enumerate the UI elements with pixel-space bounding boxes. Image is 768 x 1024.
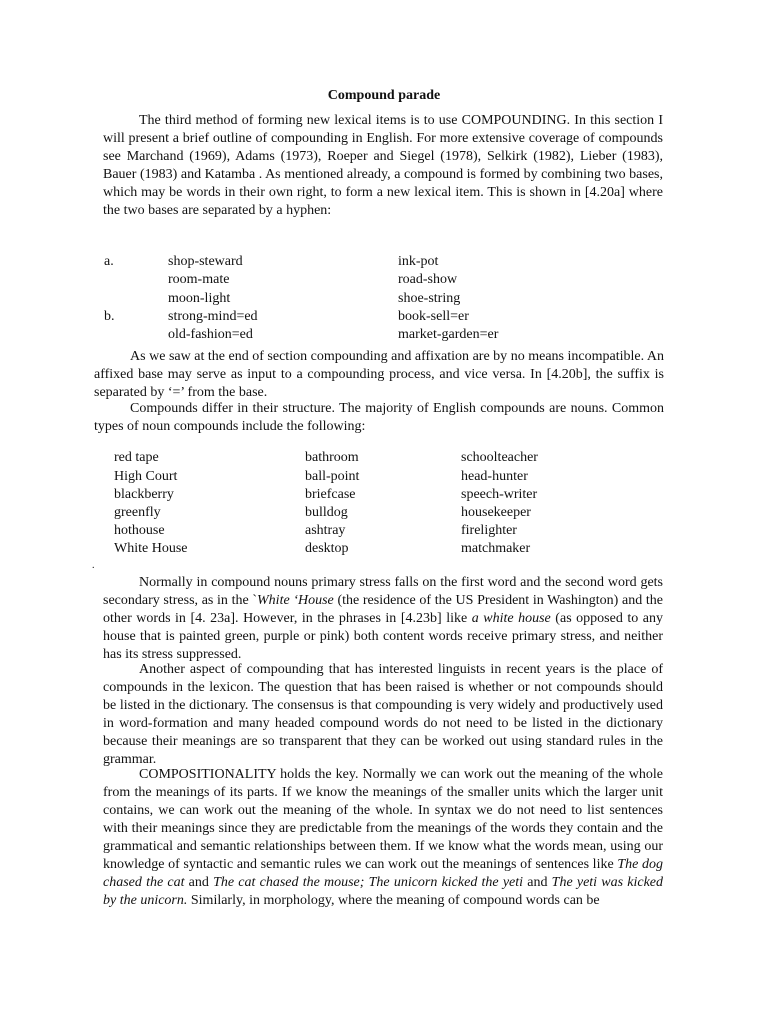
compound-word: greenfly: [114, 505, 161, 520]
example-word: room-mate: [168, 272, 230, 287]
italic-example: The dog chased the cat: [103, 857, 663, 890]
paragraph-stress: [103, 574, 663, 664]
page-title: Compound parade: [327, 88, 441, 103]
compound-word: bathroom: [305, 450, 359, 465]
example-word: book-sell=er: [398, 309, 469, 324]
example-label: a.: [104, 254, 114, 269]
example-word: shop-steward: [168, 254, 243, 269]
example-word: moon-light: [168, 291, 231, 306]
compound-word: briefcase: [305, 487, 356, 502]
text-run: Normally in compound nouns primary stress falls on the first word and the second word gets secondary stress, as in the `: [103, 575, 663, 608]
compound-word: housekeeper: [461, 505, 531, 520]
compound-word: hothouse: [114, 523, 165, 538]
example-word: old-fashion=ed: [168, 327, 253, 342]
compound-word: head-hunter: [461, 469, 528, 484]
italic-example: White ‘House: [257, 593, 334, 608]
text-run: (as opposed to any house that is painted green, purple or pink) both content words receive primary stress, and neither has its stress suppressed.: [103, 611, 663, 662]
text-run: and: [184, 875, 214, 890]
example-word: shoe-string: [398, 291, 461, 306]
example-word: road-show: [398, 272, 458, 287]
example-label: b.: [104, 309, 115, 324]
paragraph-lexicon: Another aspect of compounding that has interested linguists in recent years is the place of compounds in the lexicon. The question that has been raised is whether or not compounds should be listed in the dictionary. The consensus is that compounding is very widely and productively used in word-formation and many headed compound words do not need to be listed in the dictionary because their meanings are so transparent that they can be worked out using standard rules in the grammar.: [103, 662, 663, 767]
paragraph-structure: Compounds differ in their structure. The majority of English compounds are nouns. Common types of noun compounds include the following:: [94, 401, 664, 434]
example-word: strong-mind=ed: [168, 309, 258, 324]
example-word: ink-pot: [398, 254, 439, 269]
compound-word: High Court: [114, 469, 178, 484]
compound-word: schoolteacher: [461, 450, 538, 465]
compound-word: ashtray: [305, 523, 346, 538]
compound-word: bulldog: [305, 505, 348, 520]
paragraph-compositionality: [103, 766, 663, 910]
italic-example: The yeti was kicked by the unicorn.: [103, 875, 663, 908]
stray-mark: .: [92, 560, 95, 571]
text-run: and: [523, 875, 552, 890]
paragraph-affixation: As we saw at the end of section compounding and affixation are by no means incompatible. An affixed base may serve as input to a compounding process, and vice versa. In [4.20b], the suffix is separated by ‘=’ from the base.: [94, 349, 664, 400]
example-word: market-garden=er: [398, 327, 499, 342]
compound-word: speech-writer: [461, 487, 538, 502]
text-run: COMPOSITIONALITY holds the key. Normally we can work out the meaning of the whole from the meanings of its parts. If we know the meanings of the smaller units which the larger unit contains, we can work out the meaning of the whole. In syntax we do not need to list sentences with their meanings since they are predictable from the meanings of the words they contain and the grammatical and semantic relationships between them. If we know what the words mean, using our knowledge of syntactic and semantic rules we can work out the meanings of sentences like: [103, 767, 663, 872]
compound-word: red tape: [114, 450, 159, 465]
compound-word: desktop: [305, 541, 349, 556]
paragraph-intro: The third method of forming new lexical items is to use COMPOUNDING. In this section I will present a brief outline of compounding in English. For more extensive coverage of compounds see Marchand (1969), Adams (1973), Roeper and Siegel (1978), Selkirk (1982), Lieber (1983), Bauer (1983) and Katamba . As mentioned already, a compound is formed by combining two bases, which may be words in their own right, to form a new lexical item. This is shown in [4.20a] where the two bases are separated by a hyphen:: [103, 113, 663, 218]
text-run: (the residence of the US President in Washington) and the other words in [4. 23a]. However, in the phrases in [4.23b] like: [103, 593, 663, 626]
compound-word: White House: [114, 541, 188, 556]
compound-word: firelighter: [461, 523, 517, 538]
italic-example: a white house: [471, 611, 551, 626]
text-run: Similarly, in morphology, where the meaning of compound words can be: [187, 893, 600, 908]
compound-word: blackberry: [114, 487, 174, 502]
italic-example: The cat chased the mouse; The unicorn kicked the yeti: [213, 875, 524, 890]
compound-word: ball-point: [305, 469, 360, 484]
compound-word: matchmaker: [461, 541, 531, 556]
